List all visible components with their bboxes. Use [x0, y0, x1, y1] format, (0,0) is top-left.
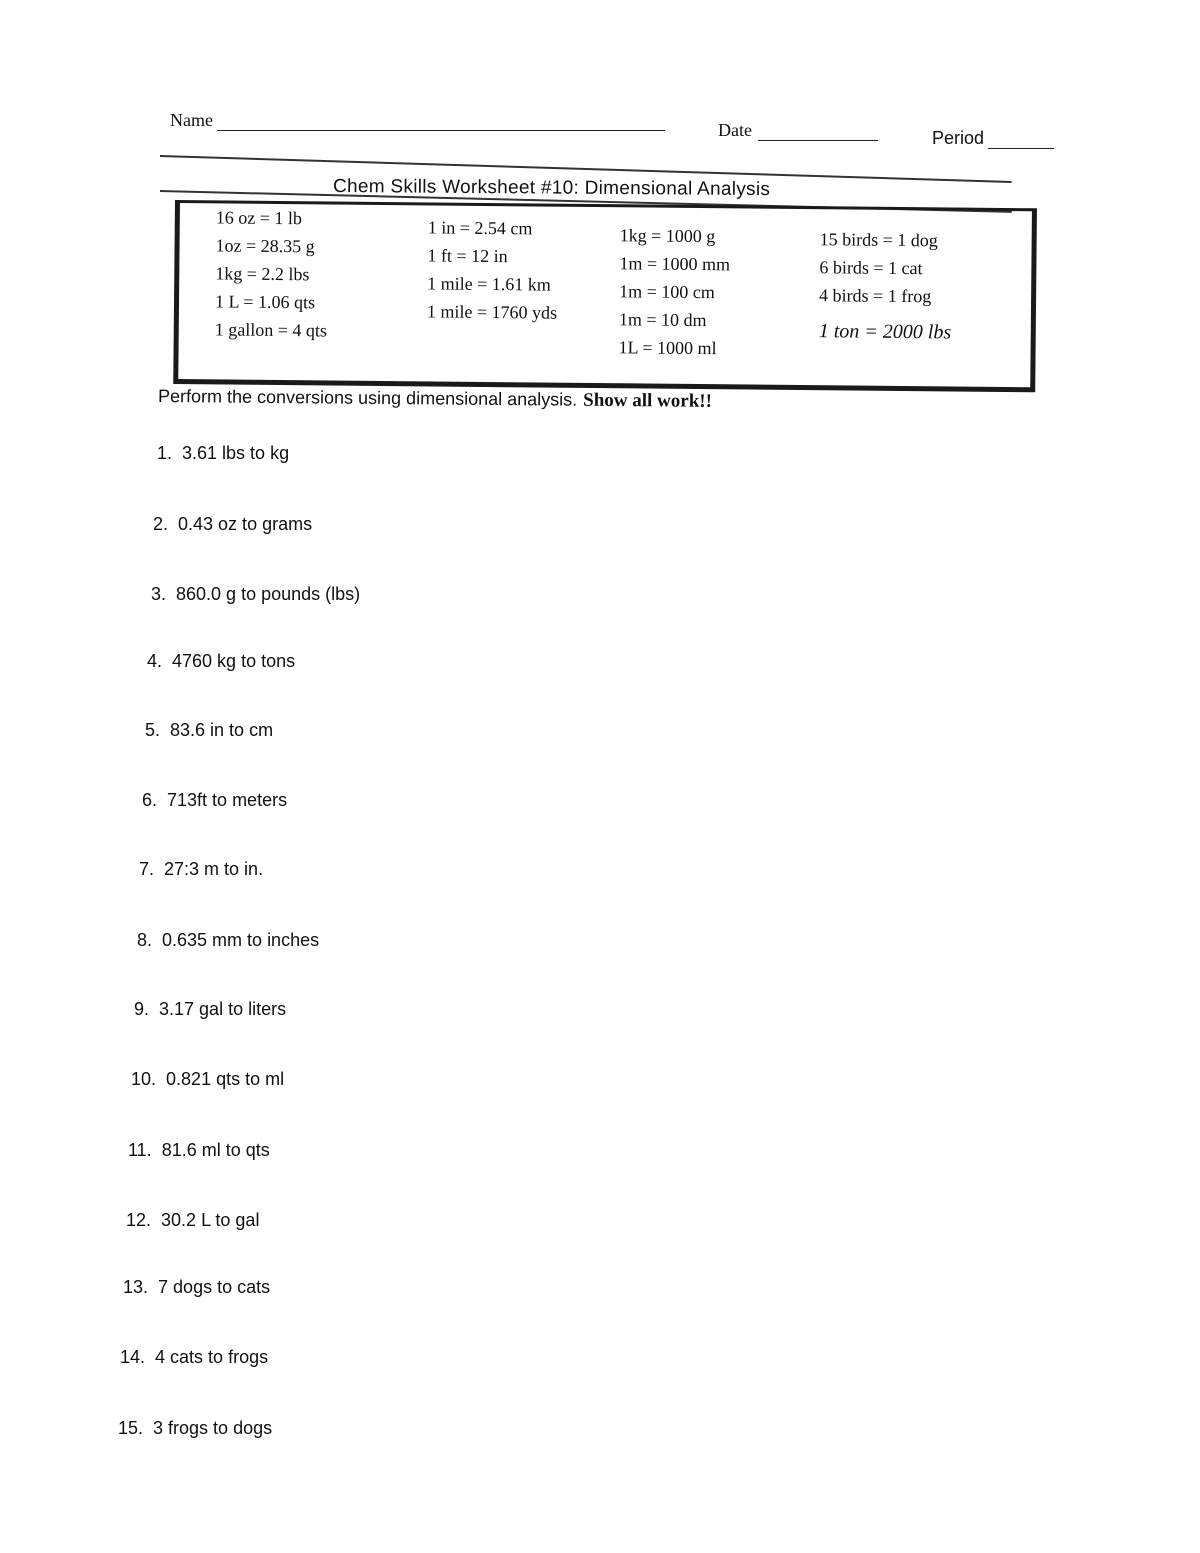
- conversion-item: 1 mile = 1.61 km: [427, 273, 551, 295]
- problem-item: [151, 584, 360, 605]
- date-label: Date: [718, 120, 752, 140]
- problem-number: 2.: [153, 514, 169, 534]
- worksheet-title: Chem Skills Worksheet #10: Dimensional Analysis: [332, 176, 771, 201]
- period-field: [932, 128, 1054, 149]
- problem-item: [153, 514, 312, 535]
- conversion-column-mass: [215, 203, 328, 344]
- problem-text: 81.6 ml to qts: [161, 1140, 270, 1160]
- conversion-item: 1kg = 2.2 lbs: [215, 263, 310, 285]
- problem-number: 12.: [126, 1210, 152, 1230]
- problem-text: 3.61 lbs to kg: [182, 443, 290, 463]
- problem-text: 0.635 mm to inches: [162, 930, 320, 950]
- conversion-item: 4 birds = 1 frog: [819, 285, 932, 307]
- problem-item: [118, 1418, 272, 1439]
- problem-number: 5.: [145, 720, 161, 740]
- date-blank[interactable]: [758, 122, 878, 141]
- problem-text: 7 dogs to cats: [158, 1277, 271, 1297]
- name-field: [170, 110, 665, 131]
- problem-number: 11.: [128, 1140, 152, 1160]
- conversion-item: 1kg = 1000 g: [619, 225, 716, 247]
- problem-text: 3 frogs to dogs: [153, 1418, 273, 1438]
- conversion-item: 16 oz = 1 lb: [215, 207, 303, 229]
- problem-text: 0.821 qts to ml: [166, 1069, 285, 1089]
- problem-number: 3.: [151, 584, 167, 604]
- problem-item: [145, 720, 273, 741]
- problem-text: 4760 kg to tons: [172, 651, 296, 671]
- problem-text: 27:3 m to in.: [164, 859, 264, 879]
- problem-item: [120, 1347, 268, 1368]
- problem-text: 4 cats to frogs: [155, 1347, 269, 1367]
- conversion-item: 6 birds = 1 cat: [819, 257, 923, 279]
- problem-text: 860.0 g to pounds (lbs): [176, 584, 361, 604]
- problem-number: 13.: [123, 1277, 149, 1297]
- problem-item: [157, 443, 289, 464]
- problem-text: 83.6 in to cm: [170, 720, 274, 740]
- conversion-item: 1 ft = 12 in: [427, 245, 508, 267]
- problem-number: 6.: [142, 790, 158, 810]
- conversion-item: 15 birds = 1 dog: [819, 229, 938, 251]
- conversion-column-length: [427, 213, 558, 326]
- problem-number: 4.: [147, 651, 163, 671]
- conversion-item: 1 L = 1.06 qts: [214, 291, 316, 313]
- conversion-factors-box: [173, 200, 1037, 392]
- conversion-item: 1L = 1000 ml: [618, 337, 717, 359]
- conversion-column-metric: [618, 221, 730, 362]
- conversion-item: 1 gallon = 4 qts: [214, 319, 328, 341]
- problem-number: 7.: [139, 859, 155, 879]
- problem-number: 1.: [157, 443, 173, 463]
- period-label: Period: [932, 128, 985, 148]
- conversion-column-animals: [819, 225, 953, 346]
- problem-item: [123, 1277, 270, 1298]
- problem-text: 30.2 L to gal: [161, 1210, 260, 1230]
- conversion-item: 1oz = 28.35 g: [215, 235, 315, 257]
- problem-text: 3.17 gal to liters: [159, 999, 287, 1019]
- period-blank[interactable]: [988, 130, 1054, 149]
- problem-number: 8.: [137, 930, 153, 950]
- conversion-item: 1m = 10 dm: [618, 309, 707, 331]
- problem-item: [126, 1210, 259, 1231]
- problem-number: 15.: [118, 1418, 144, 1438]
- problem-text: 0.43 oz to grams: [178, 514, 313, 534]
- problem-item: [128, 1140, 270, 1161]
- instructions-text: Perform the conversions using dimensional analysis.: [157, 386, 578, 410]
- problem-number: 9.: [134, 999, 150, 1019]
- instructions: [158, 386, 712, 413]
- conversion-item: 1 in = 2.54 cm: [427, 217, 533, 239]
- conversion-item: 1 mile = 1760 yds: [426, 301, 558, 323]
- instructions-emphasis: Show all work!!: [583, 389, 713, 412]
- problem-item: [139, 859, 263, 880]
- conversion-item: 1m = 100 cm: [619, 281, 715, 303]
- problem-item: [131, 1069, 284, 1090]
- date-field: [718, 120, 878, 141]
- name-blank[interactable]: [217, 112, 665, 131]
- problem-item: [142, 790, 287, 811]
- problem-item: [137, 930, 319, 951]
- conversion-item: 1m = 1000 mm: [619, 253, 731, 275]
- problem-item: [134, 999, 286, 1020]
- problem-item: [147, 651, 295, 672]
- name-label: Name: [170, 110, 213, 130]
- conversion-item: 1 ton = 2000 lbs: [818, 320, 952, 344]
- problem-number: 10.: [131, 1069, 157, 1089]
- problem-number: 14.: [120, 1347, 146, 1367]
- problem-text: 713ft to meters: [167, 790, 288, 810]
